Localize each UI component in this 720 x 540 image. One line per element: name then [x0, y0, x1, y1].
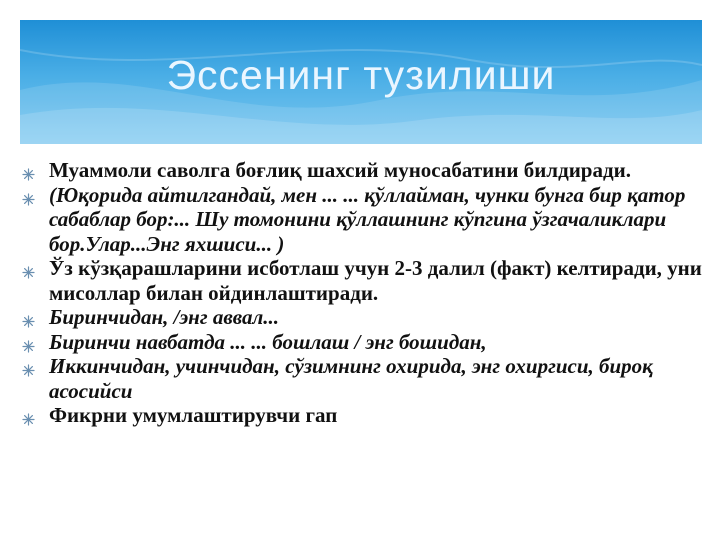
bullet-text: Фикрни умумлаштирувчи гап	[49, 403, 338, 427]
bullet-text: Иккинчидан, учинчидан, сўзимнинг охирида, энг охиргиси, бироқ асосийси	[49, 354, 653, 403]
bullet-text: (Юқорида айтилгандай, мен ... ... қўллайман, чунки бунга бир қатор сабаблар бор:... Шу томонини қўллашнинг кўпгина ўзгачаликлари бор.Улар...Энг яхшиси... )	[49, 182, 686, 256]
bullet-text: Ўз кўзқарашларини исботлаш учун 2-3 далил (факт) келтиради, уни мисоллар билан ойдинлаштиради.	[49, 256, 702, 305]
asterisk-icon	[22, 309, 35, 322]
asterisk-icon	[22, 407, 35, 420]
list-item	[22, 403, 702, 428]
list-item	[22, 256, 702, 305]
list-item	[22, 305, 702, 330]
asterisk-icon	[22, 334, 35, 347]
list-item	[22, 158, 702, 183]
list-item	[22, 183, 702, 257]
asterisk-icon	[22, 187, 35, 200]
asterisk-icon	[22, 162, 35, 175]
list-item	[22, 330, 702, 355]
bullet-text: Муаммоли саволга боғлиқ шахсий муносабатини билдиради.	[49, 158, 631, 182]
bullet-list	[22, 158, 702, 428]
asterisk-icon	[22, 358, 35, 371]
asterisk-icon	[22, 260, 35, 273]
bullet-text: Биринчи навбатда ... ... бошлаш / энг бошидан,	[49, 329, 487, 354]
page-title: Эссенинг тузилиши	[166, 52, 556, 98]
bullet-text: Биринчидан, /энг аввал...	[49, 305, 279, 329]
list-item	[22, 354, 702, 403]
